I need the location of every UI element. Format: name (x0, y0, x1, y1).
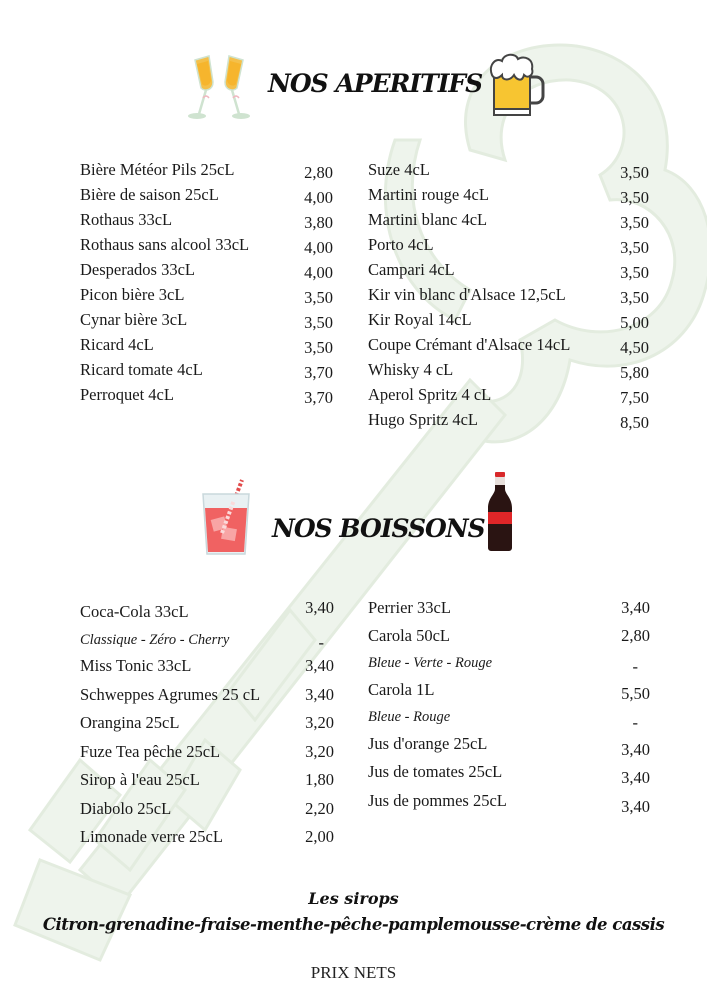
item-price: 3,50 (620, 263, 649, 282)
item-price: 8,50 (620, 413, 649, 432)
menu-item (368, 791, 650, 816)
item-name: Desperados 33cL (80, 260, 196, 279)
item-name: Diabolo 25cL (80, 799, 172, 818)
item-price: 2,80 (621, 626, 650, 645)
item-name: Kir Royal 14cL (368, 310, 472, 329)
menu-item (80, 185, 333, 207)
menu-item (80, 260, 333, 282)
beer-mug-icon (488, 53, 546, 119)
menu-item (368, 410, 649, 432)
aperitifs-right-column (368, 160, 649, 435)
item-name: Coupe Crémant d'Alsace 14cL (368, 335, 571, 354)
menu-item (368, 762, 650, 787)
item-price: 3,20 (305, 713, 334, 732)
item-name: Perrier 33cL (368, 598, 451, 617)
menu-item (80, 770, 334, 792)
menu-item (80, 310, 333, 332)
item-price: 3,40 (621, 740, 650, 759)
menu-item (80, 656, 334, 678)
menu-item (368, 260, 649, 282)
item-price: 4,00 (304, 188, 333, 207)
menu-item (368, 235, 649, 257)
menu-item (368, 680, 650, 702)
item-name: Limonade verre 25cL (80, 827, 223, 846)
item-name: Porto 4cL (368, 235, 434, 254)
menu-item (368, 285, 649, 307)
item-price: 3,40 (621, 768, 650, 787)
menu-item-variants (368, 707, 650, 732)
aperitifs-left-column (80, 160, 333, 410)
menu-item-variants (368, 653, 650, 675)
item-name: Ricard 4cL (80, 335, 154, 354)
item-price: - (318, 633, 324, 652)
menu-item (80, 335, 333, 357)
item-name: Martini rouge 4cL (368, 185, 489, 204)
item-name: Martini blanc 4cL (368, 210, 488, 229)
menu-item (80, 742, 334, 764)
menu-item (80, 235, 333, 257)
item-price: 3,50 (620, 213, 649, 232)
item-name: Aperol Spritz 4 cL (368, 385, 492, 404)
aperitifs-title: NOS APERITIFS (268, 69, 483, 98)
item-name: Jus de pommes 25cL (368, 791, 507, 810)
item-name: Schweppes Agrumes 25 cL (80, 685, 261, 704)
soda-glass-icon (200, 478, 252, 558)
menu-item (368, 210, 649, 232)
sirops-list: Citron-grenadine-fraise-menthe-pêche-pamplemousse-crème de cassis (42, 915, 665, 934)
item-name: Jus de tomates 25cL (368, 762, 503, 781)
item-name: Perroquet 4cL (80, 385, 174, 404)
item-price: 3,50 (620, 188, 649, 207)
item-name: Whisky 4 cL (368, 360, 454, 379)
menu-item (368, 360, 649, 382)
boissons-left-column (80, 598, 334, 852)
item-price: 5,00 (620, 313, 649, 332)
aperitifs-header (0, 45, 707, 135)
item-price: 4,00 (304, 238, 333, 257)
item-price: 7,50 (620, 388, 649, 407)
item-price: 1,80 (305, 770, 334, 789)
item-name: Campari 4cL (368, 260, 455, 279)
menu-item (368, 310, 649, 332)
item-price: 4,00 (304, 263, 333, 282)
menu-item (80, 713, 334, 735)
item-name: Ricard tomate 4cL (80, 360, 203, 379)
menu-item (368, 626, 650, 648)
item-name: Rothaus sans alcool 33cL (80, 235, 250, 254)
menu-item (80, 360, 333, 382)
menu-item (80, 285, 333, 307)
item-name: Coca-Cola 33cL (80, 602, 189, 621)
champagne-glasses-icon (187, 52, 251, 127)
item-name: Kir vin blanc d'Alsace 12,5cL (368, 285, 566, 304)
item-price: - (632, 657, 638, 676)
item-price: 3,50 (304, 313, 333, 332)
menu-item (80, 685, 334, 707)
item-price: 3,50 (620, 288, 649, 307)
menu-item (80, 210, 333, 232)
item-name: Miss Tonic 33cL (80, 656, 192, 675)
item-price: 2,00 (305, 827, 334, 846)
item-name: Classique - Zéro - Cherry (80, 632, 230, 648)
boissons-title: NOS BOISSONS (272, 514, 485, 543)
menu-item (368, 160, 649, 182)
menu-item (80, 160, 333, 182)
menu-item (368, 598, 650, 620)
menu-item-variants (80, 630, 334, 652)
item-price: 3,40 (621, 598, 650, 617)
item-price: 3,50 (620, 238, 649, 257)
sirops-title: Les sirops (308, 889, 399, 908)
item-price: 3,70 (304, 388, 333, 407)
menu-item (368, 185, 649, 207)
item-price: 3,70 (304, 363, 333, 382)
item-price: 2,80 (304, 163, 333, 182)
item-price: 3,40 (305, 598, 334, 617)
item-price: 2,20 (305, 799, 334, 818)
item-name: Hugo Spritz 4cL (368, 410, 478, 429)
item-name: Cynar bière 3cL (80, 310, 188, 329)
menu-item (80, 598, 334, 624)
menu-item (368, 385, 649, 407)
item-price: 3,20 (305, 742, 334, 761)
menu-item (80, 799, 334, 821)
boissons-right-column (368, 598, 650, 828)
item-name: Carola 50cL (368, 626, 451, 645)
item-name: Bleue - Rouge (368, 709, 451, 725)
item-name: Sirop à l'eau 25cL (80, 770, 200, 789)
item-price: 3,40 (305, 685, 334, 704)
item-name: Orangina 25cL (80, 713, 180, 732)
item-price: 3,80 (304, 213, 333, 232)
prix-nets-footer: PRIX NETS (310, 963, 397, 982)
item-name: Suze 4cL (368, 160, 430, 179)
item-price: 3,50 (304, 338, 333, 357)
item-name: Carola 1L (368, 680, 435, 699)
item-price: - (632, 713, 638, 732)
menu-item (80, 827, 334, 849)
item-price: 3,50 (304, 288, 333, 307)
item-name: Bière de saison 25cL (80, 185, 219, 204)
item-price: 3,40 (305, 656, 334, 675)
boissons-header (0, 470, 707, 560)
item-price: 3,40 (621, 797, 650, 816)
item-price: 4,50 (620, 338, 649, 357)
item-name: Rothaus 33cL (80, 210, 173, 229)
item-price: 5,50 (621, 684, 650, 703)
item-name: Jus d'orange 25cL (368, 734, 488, 753)
cola-bottle-icon (485, 472, 515, 552)
item-name: Fuze Tea pêche 25cL (80, 742, 221, 761)
menu-item (368, 734, 650, 759)
item-name: Bleue - Verte - Rouge (368, 655, 493, 671)
item-name: Bière Météor Pils 25cL (80, 160, 235, 179)
item-price: 5,80 (620, 363, 649, 382)
menu-item (368, 335, 649, 357)
item-price: 3,50 (620, 163, 649, 182)
item-name: Picon bière 3cL (80, 285, 185, 304)
menu-item (80, 385, 333, 407)
